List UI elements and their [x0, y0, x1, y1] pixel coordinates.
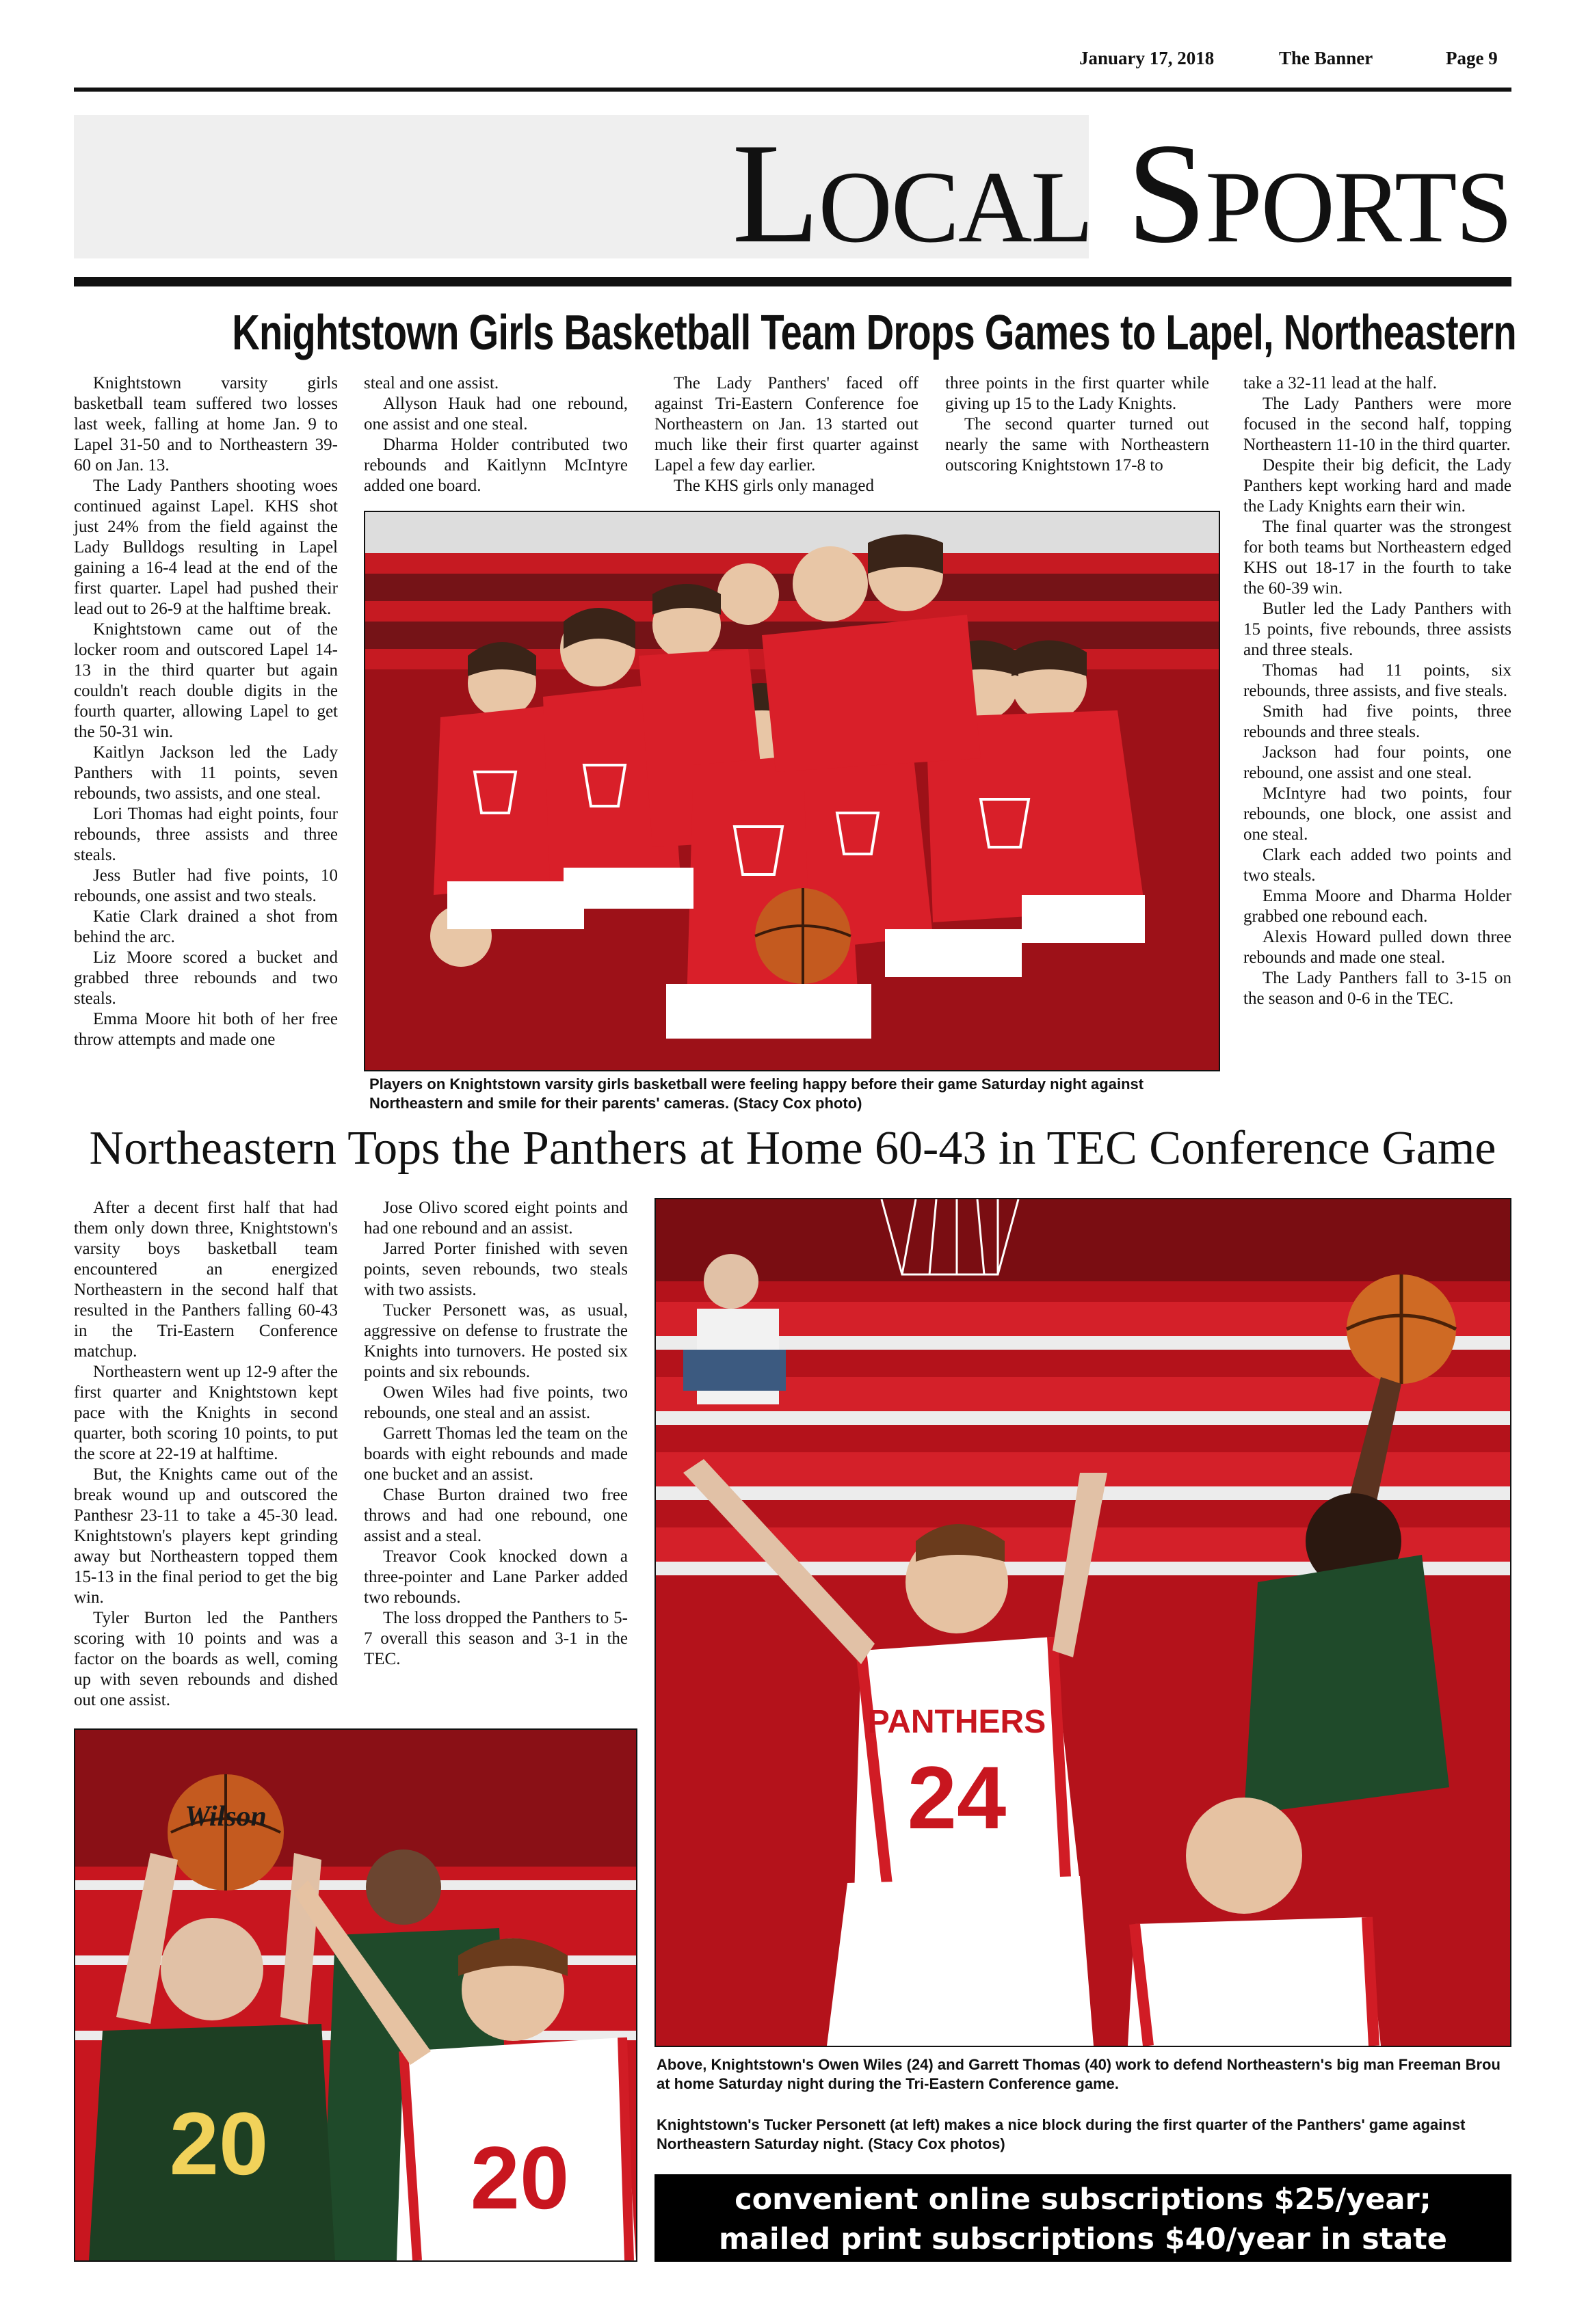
story1-column-4: three points in the first quarter while giving up 15 to the Lady Knights. The second quarter turned out nearly the same with Northeastern outscoring Knightstown 17-8 to	[945, 374, 1209, 475]
story2-headline: Northeastern Tops the Panthers at Home 60-43 in TEC Conference Game	[89, 1122, 1496, 1175]
section-rule	[74, 277, 1511, 286]
story1-headline: Knightstown Girls Basketball Team Drops Games to Lapel, Northeastern	[232, 306, 1516, 360]
jersey-number-20-white: 20	[470, 2128, 570, 2228]
section-title: LOCAL SPORTS	[732, 114, 1511, 273]
boys-photo-caption-2: Knightstown's Tucker Personett (at left) makes a nice block during the first quarter of the Panthers' game against Northeastern Saturday night. (Stacy Cox photos)	[657, 2116, 1466, 2152]
story2-column-1: After a decent first half that had them only down three, Knightstown's varsity boys basketball team encountered an energized Northeastern in the second half that resulted in the Panthers falling 60-43 in the Tri-Eastern Conference matchup. Northeastern went up 12-9 after the first quarter and Knightstown kept pace with the Knights in second quarter, both scoring 10 points, to put the score at 22-19 at halftime. But, the Knights came out of the break wound up and outscored the Panthesr 23-11 to take a 45-30 lead. Knightstown's players kept grinding away but Northeastern topped them 15-13 in the final period to get the big win. Tyler Burton led the Panthers scoring with 10 points and was a factor on the boards as well, coming up with seven rebounds and dished out one assist.	[74, 1199, 338, 1709]
story2-column-2: Jose Olivo scored eight points and had one rebound and an assist. Jarred Porter finished with seven points, seven rebounds, two steals with two assists. Tucker Personett was, as usual, aggressive on defense to frustrate the Knights into turnovers. He posted six points and six rebounds. Owen Wiles had five points, two rebounds, one steal and an assist. Garrett Thomas led the team on the boards with eight rebounds and made one bucket and an assist. Chase Burton drained two free throws and had one rebound, one assist and a steal. Treavor Cook knocked down a three-pointer and Lane Parker added two rebounds. The loss dropped the Panthers to 5-7 overall this season and 3-1 in the TEC.	[364, 1199, 628, 1668]
subscription-ad-line-1: convenient online subscriptions $25/year;	[735, 2182, 1431, 2217]
boys-photo-caption-1: Above, Knightstown's Owen Wiles (24) and Garrett Thomas (40) work to defend Northeastern's big man Freeman Brou at home Saturday night during the Tri-Eastern Conference game.	[657, 2056, 1501, 2092]
jersey-number-20-green: 20	[169, 2094, 269, 2193]
header-rule	[74, 88, 1511, 92]
story1-column-2: steal and one assist. Allyson Hauk had one rebound, one assist and one steal. Dharma Holder contributed two rebounds and Kaitlynn McIntyre added one board.	[364, 374, 628, 495]
girls-team-photo	[364, 511, 1220, 1071]
panthers-jersey-text: PANTHERS	[867, 1704, 1046, 1740]
subscription-ad-line-2: mailed print subscriptions $40/year in state	[719, 2222, 1447, 2256]
paper-name: The Banner	[1279, 48, 1373, 68]
story1-column-1: Knightstown varsity girls basketball team suffered two losses last week, falling at home Jan. 9 to Lapel 31-50 and to Northeastern 39-60 on Jan. 13. The Lady Panthers shooting woes continued against Lapel. KHS shot just 24% from the field against the Lady Bulldogs resulting in Lapel gaining a 16-4 lead at the end of the first quarter. Lapel had pushed their lead out to 26-9 at the halftime break. Knightstown came out of the locker room and outscored Lapel 14-13 in the third quarter but again couldn't reach double digits in the fourth quarter, allowing Lapel to get the 50-31 win. Kaitlyn Jackson led the Lady Panthers with 11 points, seven rebounds, two assists, and one steal. Lori Thomas had eight points, four rebounds, three assists and three steals. Jess Butler had five points, 10 rebounds, one assist and two steals. Katie Clark drained a shot from behind the arc. Liz Moore scored a bucket and grabbed three rebounds and two steals. Emma Moore hit both of her free throw attempts and made one	[74, 374, 338, 1049]
boys-game-photo-main	[655, 1198, 1511, 2047]
story1-column-3: The Lady Panthers' faced off against Tri-Eastern Conference foe Northeastern on Jan. 13 started out much like their first quarter against Lapel a few day earlier. The KHS girls only managed	[655, 374, 918, 495]
girls-photo-caption: Players on Knightstown varsity girls basketball were feeling happy before their game Saturday night against Northeastern and smile for their parents' cameras. (Stacy Cox photo)	[369, 1076, 1144, 1112]
issue-date: January 17, 2018	[1079, 48, 1215, 68]
boys-game-photo-block	[74, 1728, 637, 2262]
subscription-ad[interactable]	[655, 2174, 1511, 2262]
ball-brand-text: Wilson	[185, 1801, 267, 1832]
jersey-number-24: 24	[907, 1748, 1007, 1847]
story1-column-5: take a 32-11 lead at the half. The Lady Panthers were more focused in the second half, topping Northeastern 11-10 in the third quarter. Despite their big deficit, the Lady Panthers kept working hard and made the Lady Knights earn their win. The final quarter was the strongest for both teams but Northeastern edged KHS out 18-17 in the fourth to take the 60-39 win. Butler led the Lady Panthers with 15 points, five rebounds, three assists and three steals. Thomas had 11 points, six rebounds, three assists, and five steals. Smith had five points, three rebounds and three steals. Jackson had four points, one rebound, one assist and one steal. McIntyre had two points, four rebounds, one block, one assist and one steal. Clark each added two points and two steals. Emma Moore and Dharma Holder grabbed one rebound each. Alexis Howard pulled down three rebounds and made one steal. The Lady Panthers fall to 3-15 on the season and 0-6 in the TEC.	[1243, 374, 1511, 1008]
page-number: Page 9	[1446, 48, 1498, 68]
